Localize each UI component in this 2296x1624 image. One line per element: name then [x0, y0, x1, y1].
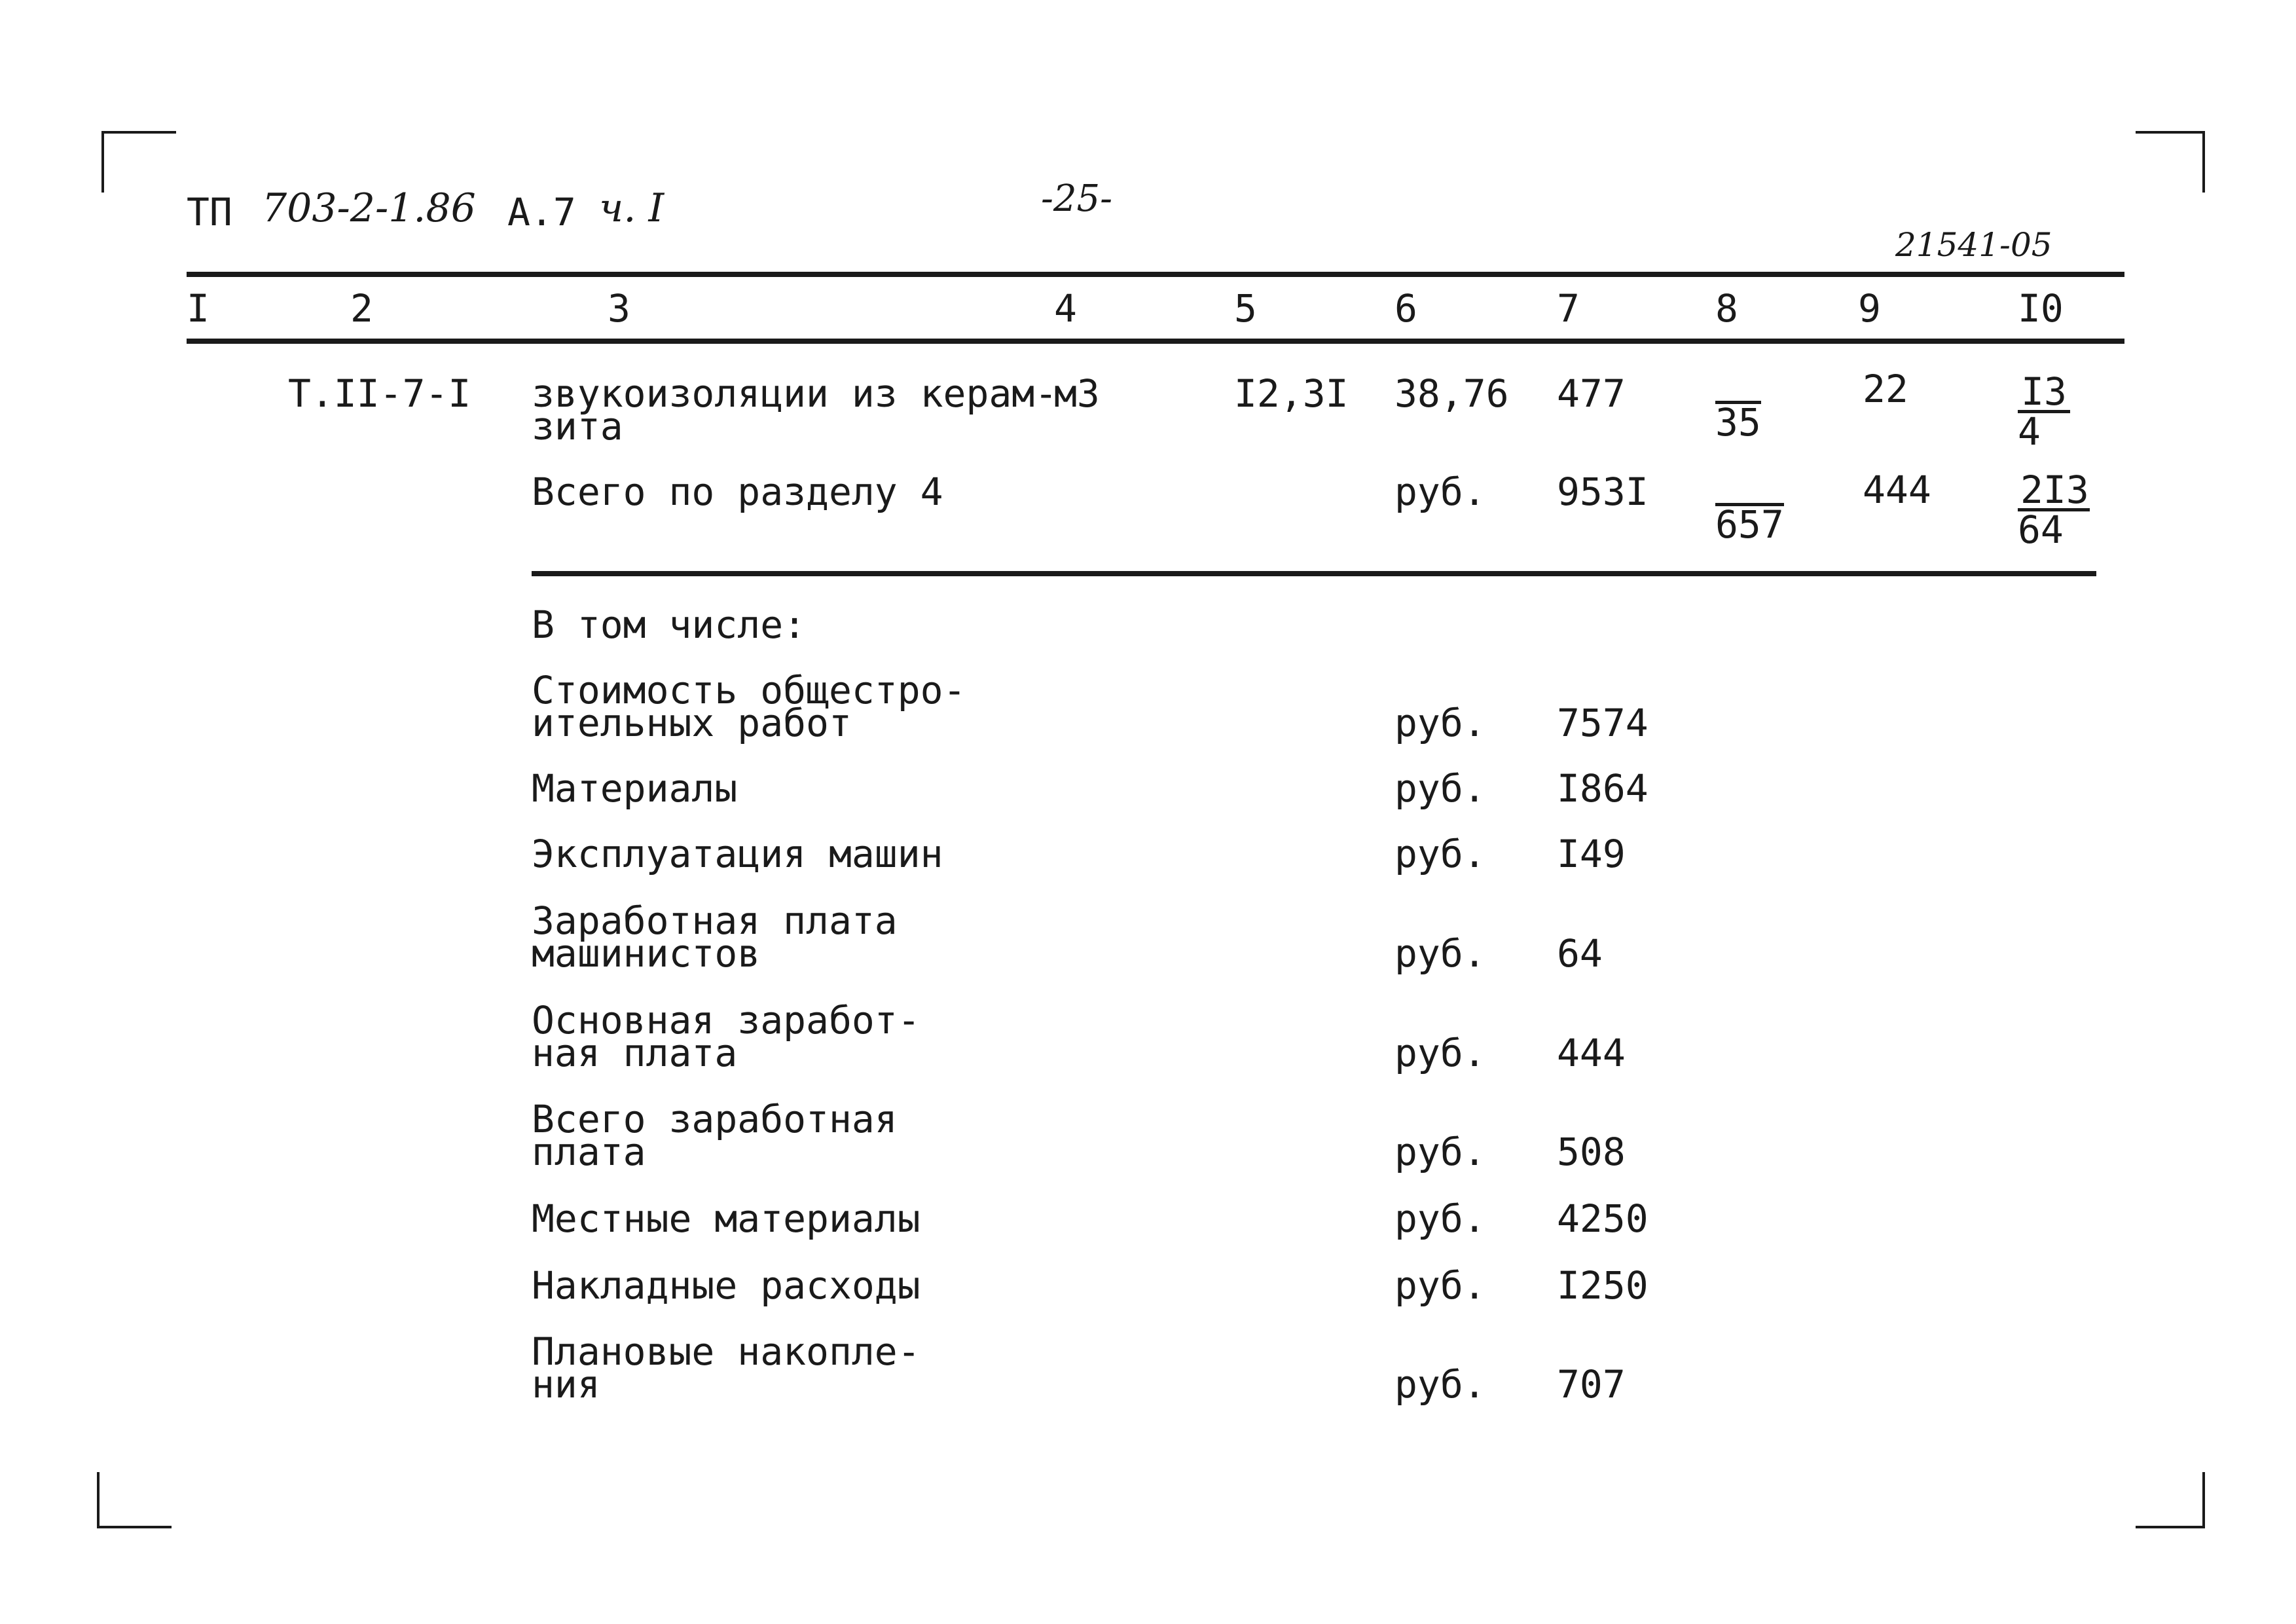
breakdown-value: 444: [1557, 1031, 1626, 1075]
col8-value-text: 657: [1715, 502, 1784, 547]
series-label: ТП: [187, 190, 232, 234]
breakdown-unit: руб.: [1394, 1196, 1486, 1241]
col9-value: 444: [1863, 468, 1931, 512]
breakdown-value: I250: [1557, 1263, 1649, 1308]
series-number: 703-2-1.86: [262, 185, 476, 231]
work-name-line1: звукоизоляции из керам-: [532, 371, 1058, 416]
column-number: 7: [1557, 286, 1580, 331]
column-number: 3: [608, 286, 630, 331]
breakdown-unit: руб.: [1394, 701, 1486, 745]
col10-denominator: 64: [2018, 507, 2064, 552]
section-total-cost: 953I: [1557, 470, 1649, 514]
corner-mark-top-left: [101, 131, 176, 193]
breakdown-unit: руб.: [1394, 931, 1486, 976]
quantity: I2,3I: [1234, 371, 1349, 416]
breakdown-unit: руб.: [1394, 766, 1486, 811]
col10-numerator: 2I3: [2018, 473, 2090, 511]
breakdown-value: 508: [1557, 1130, 1626, 1174]
breakdown-value: 707: [1557, 1362, 1626, 1407]
breakdown-label-line2: машинистов: [532, 931, 761, 976]
breakdown-label-line2: ительных работ: [532, 701, 852, 745]
breakdown-unit: руб.: [1394, 832, 1486, 876]
breakdown-title: В том числе:: [532, 602, 807, 647]
column-number: 9: [1858, 286, 1881, 331]
unit: м3: [1054, 371, 1100, 416]
page-number: -25-: [1041, 177, 1113, 220]
corner-mark-bottom-left: [97, 1472, 172, 1528]
column-header-rule: [187, 339, 2124, 344]
breakdown-value: I864: [1557, 766, 1649, 811]
column-number: 4: [1054, 286, 1077, 331]
breakdown-value: 4250: [1557, 1196, 1649, 1241]
column-number: I: [187, 286, 210, 331]
col10-fraction: [2018, 468, 2090, 552]
breakdown-label-line2: ния: [532, 1362, 600, 1407]
breakdown-label-line1: Стоимость общестро-: [532, 668, 966, 712]
breakdown-label-line1: Местные материалы: [532, 1196, 920, 1241]
part-label: ч. I: [599, 185, 665, 231]
breakdown-unit: руб.: [1394, 1130, 1486, 1174]
document-code: 21541-05: [1895, 226, 2052, 264]
work-name-line2: зита: [532, 404, 623, 449]
breakdown-value: 7574: [1557, 701, 1649, 745]
breakdown-label-line1: Основная заработ-: [532, 998, 920, 1043]
col10-denominator: 4: [2018, 409, 2041, 454]
column-number: 8: [1715, 286, 1738, 331]
breakdown-label-line2: плата: [532, 1130, 646, 1174]
breakdown-label-line1: Заработная плата: [532, 898, 898, 943]
column-number: I0: [2018, 286, 2064, 331]
breakdown-unit: руб.: [1394, 1263, 1486, 1308]
table-top-rule: [187, 272, 2124, 277]
total-cost: 477: [1557, 371, 1626, 416]
col9-value: 22: [1863, 367, 1908, 411]
breakdown-value: 64: [1557, 931, 1603, 976]
breakdown-label-line1: Материалы: [532, 766, 738, 811]
section-total-label: Всего по разделу 4: [532, 470, 943, 514]
unit-price: 38,76: [1394, 371, 1509, 416]
column-number: 5: [1234, 286, 1257, 331]
breakdown-value: I49: [1557, 832, 1626, 876]
breakdown-label-line1: Накладные расходы: [532, 1263, 920, 1308]
album-label: А.7: [507, 190, 576, 234]
breakdown-label-line1: Эксплуатация машин: [532, 832, 943, 876]
breakdown-unit: руб.: [1394, 1031, 1486, 1075]
breakdown-unit: руб.: [1394, 1362, 1486, 1407]
col10-numerator: I3: [2018, 375, 2070, 413]
section-total-rule: [532, 571, 2096, 576]
breakdown-label-line1: Плановые накопле-: [532, 1329, 920, 1374]
corner-mark-top-right: [2136, 131, 2205, 193]
rate-code: Т.II-7-I: [288, 371, 471, 416]
column-number: 6: [1394, 286, 1417, 331]
breakdown-label-line1: Всего заработная: [532, 1097, 898, 1141]
section-total-unit: руб.: [1394, 470, 1486, 514]
corner-mark-bottom-right: [2136, 1472, 2205, 1528]
col10-fraction: [2018, 369, 2070, 454]
column-number: 2: [350, 286, 373, 331]
col8-value-text: 35: [1715, 400, 1761, 445]
col8-value: [1715, 502, 1784, 547]
col8-value: [1715, 400, 1761, 445]
breakdown-label-line2: ная плата: [532, 1031, 738, 1075]
